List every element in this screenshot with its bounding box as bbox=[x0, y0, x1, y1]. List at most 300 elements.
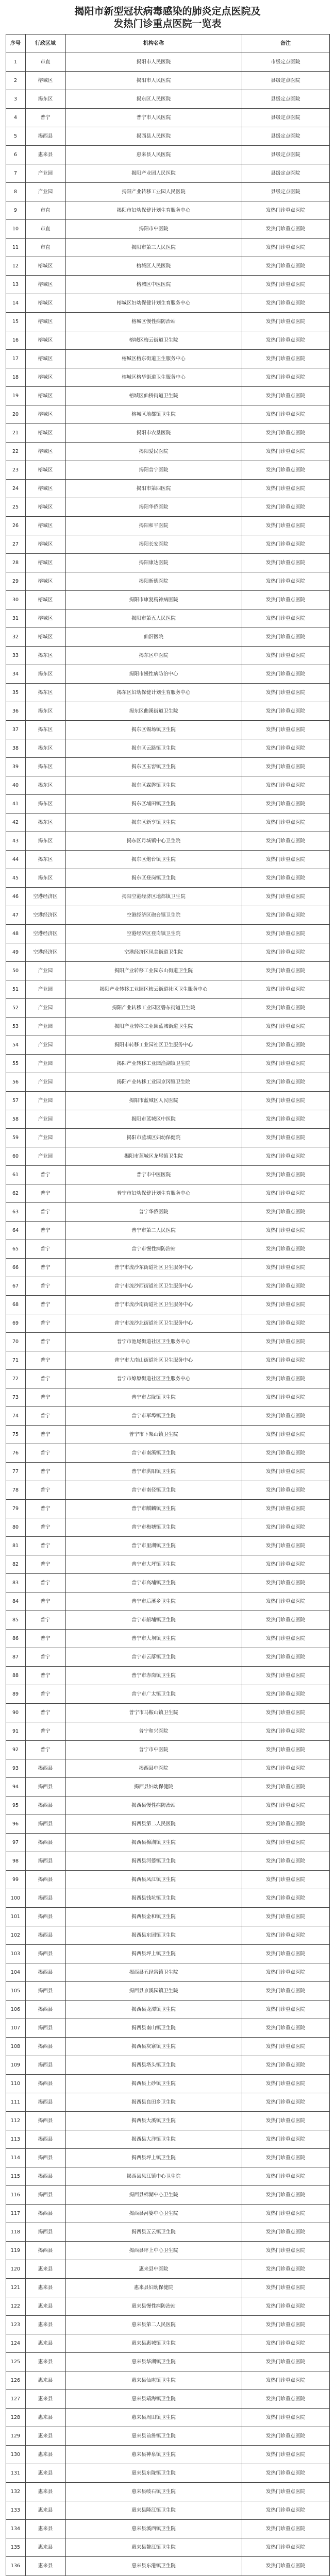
row-note: 发热门诊重点医院 bbox=[242, 1667, 329, 1685]
row-institution: 揭西县第二人民医院 bbox=[65, 1815, 242, 1834]
table-row bbox=[6, 1815, 329, 1834]
row-region: 空港经济区 bbox=[25, 943, 65, 962]
table-row bbox=[6, 1574, 329, 1592]
table-row bbox=[6, 1797, 329, 1815]
row-institution: 惠来县隆江镇卫生院 bbox=[65, 2501, 242, 2520]
table-row bbox=[6, 980, 329, 999]
table-row bbox=[6, 851, 329, 869]
table-row bbox=[6, 2075, 329, 2093]
table-row bbox=[6, 350, 329, 368]
row-institution: 揭东区云路镇卫生院 bbox=[65, 739, 242, 758]
row-index: 43 bbox=[6, 832, 25, 851]
row-note: 发热门诊重点医院 bbox=[242, 2557, 329, 2575]
row-index: 136 bbox=[6, 2557, 25, 2575]
row-institution: 普宁市流沙东街道社区卫生服务中心 bbox=[65, 1259, 242, 1277]
row-region: 惠来县 bbox=[25, 2483, 65, 2501]
row-institution: 揭东区人民医院 bbox=[65, 90, 242, 109]
row-note: 发热门诊重点医院 bbox=[242, 1685, 329, 1704]
row-index: 53 bbox=[6, 1018, 25, 1036]
row-index: 109 bbox=[6, 2056, 25, 2075]
row-note: 发热门诊重点医院 bbox=[242, 350, 329, 368]
row-note: 发热门诊重点医院 bbox=[242, 2446, 329, 2464]
row-institution: 空港经济区砲台镇卫生院 bbox=[65, 906, 242, 925]
row-region: 普宁 bbox=[25, 1555, 65, 1574]
row-index: 129 bbox=[6, 2427, 25, 2446]
row-index: 23 bbox=[6, 461, 25, 480]
row-index: 22 bbox=[6, 443, 25, 461]
row-region: 产业园 bbox=[25, 1073, 65, 1092]
row-index: 60 bbox=[6, 1147, 25, 1166]
row-region: 普宁 bbox=[25, 1426, 65, 1444]
row-institution: 惠来县第二人民医院 bbox=[65, 2316, 242, 2334]
row-index: 40 bbox=[6, 776, 25, 795]
table-row bbox=[6, 906, 329, 925]
row-region: 揭西县 bbox=[25, 2130, 65, 2149]
row-note: 发热门诊重点医院 bbox=[242, 925, 329, 943]
row-region: 惠来县 bbox=[25, 2520, 65, 2538]
table-row bbox=[6, 869, 329, 888]
row-institution: 揭西县凤江镇卫生院 bbox=[65, 1871, 242, 1889]
row-note: 发热门诊重点医院 bbox=[242, 1444, 329, 1463]
row-region: 揭东区 bbox=[25, 795, 65, 814]
row-note: 发热门诊重点医院 bbox=[242, 1092, 329, 1110]
row-institution: 惠来县岐石镇卫生院 bbox=[65, 2483, 242, 2501]
row-note: 发热门诊重点医院 bbox=[242, 1147, 329, 1166]
row-region: 榕城区 bbox=[25, 424, 65, 443]
table-row bbox=[6, 554, 329, 572]
table-row bbox=[6, 1500, 329, 1518]
row-note: 发热门诊重点医院 bbox=[242, 2520, 329, 2538]
row-region: 普宁 bbox=[25, 1704, 65, 1722]
row-index: 123 bbox=[6, 2316, 25, 2334]
row-region: 惠来县 bbox=[25, 2371, 65, 2390]
table-row bbox=[6, 2056, 329, 2075]
row-region: 产业园 bbox=[25, 1110, 65, 1129]
row-note: 发热门诊重点医院 bbox=[242, 498, 329, 517]
row-index: 119 bbox=[6, 2242, 25, 2260]
row-institution: 揭东区中医院 bbox=[65, 647, 242, 665]
table-row bbox=[6, 2186, 329, 2205]
row-institution: 揭阳市慢性病防治中心 bbox=[65, 665, 242, 684]
row-institution: 揭阳市中医院 bbox=[65, 220, 242, 239]
row-institution: 普宁市妇幼保健计划生育服务中心 bbox=[65, 1184, 242, 1203]
row-index: 91 bbox=[6, 1722, 25, 1741]
row-region: 揭东区 bbox=[25, 739, 65, 758]
row-index: 38 bbox=[6, 739, 25, 758]
row-index: 81 bbox=[6, 1537, 25, 1555]
row-note: 发热门诊重点医院 bbox=[242, 999, 329, 1018]
row-index: 86 bbox=[6, 1630, 25, 1648]
row-institution: 揭西县塔头镇卫生院 bbox=[65, 2056, 242, 2075]
row-region: 揭西县 bbox=[25, 1889, 65, 1908]
row-institution: 惠来县鳌江镇卫生院 bbox=[65, 2538, 242, 2557]
row-institution: 惠来县前詹镇卫生院 bbox=[65, 2427, 242, 2446]
row-region: 普宁 bbox=[25, 109, 65, 127]
row-region: 产业园 bbox=[25, 1092, 65, 1110]
row-index: 69 bbox=[6, 1314, 25, 1333]
row-region: 惠来县 bbox=[25, 2297, 65, 2316]
row-institution: 揭阳康达医院 bbox=[65, 554, 242, 572]
row-index: 72 bbox=[6, 1370, 25, 1388]
row-region: 榕城区 bbox=[25, 443, 65, 461]
row-institution: 普宁和兴医院 bbox=[65, 1722, 242, 1741]
row-institution: 普宁市人民医院 bbox=[65, 109, 242, 127]
row-institution: 揭西县五云镇卫生院 bbox=[65, 2223, 242, 2242]
row-index: 36 bbox=[6, 702, 25, 721]
row-region: 揭西县 bbox=[25, 1815, 65, 1834]
row-note: 发热门诊重点医院 bbox=[242, 702, 329, 721]
row-index: 105 bbox=[6, 1982, 25, 2001]
table-row bbox=[6, 1945, 329, 1963]
row-region: 惠来县 bbox=[25, 2260, 65, 2279]
row-region: 榕城区 bbox=[25, 461, 65, 480]
table-row bbox=[6, 2427, 329, 2446]
row-note: 发热门诊重点医院 bbox=[242, 814, 329, 832]
table-row bbox=[6, 1388, 329, 1407]
row-note: 发热门诊重点医院 bbox=[242, 2464, 329, 2483]
row-region: 揭西县 bbox=[25, 2001, 65, 2019]
row-note: 发热门诊重点医院 bbox=[242, 2279, 329, 2297]
row-note: 发热门诊重点医院 bbox=[242, 1426, 329, 1444]
row-institution: 揭阳市康复精神病医院 bbox=[65, 591, 242, 609]
row-institution: 揭西县棉湖镇卫生院 bbox=[65, 1834, 242, 1852]
row-institution: 揭西县大洋镇卫生院 bbox=[65, 2130, 242, 2149]
table-row bbox=[6, 2371, 329, 2390]
table-header-row bbox=[6, 35, 329, 53]
row-index: 68 bbox=[6, 1296, 25, 1314]
table-row bbox=[6, 1184, 329, 1203]
row-institution: 揭西县慢性病防治站 bbox=[65, 1797, 242, 1815]
row-region: 惠来县 bbox=[25, 2557, 65, 2575]
row-index: 76 bbox=[6, 1444, 25, 1463]
row-region: 榕城区 bbox=[25, 628, 65, 647]
row-region: 榕城区 bbox=[25, 572, 65, 591]
table-row bbox=[6, 1296, 329, 1314]
row-region: 揭东区 bbox=[25, 721, 65, 739]
row-region: 揭西县 bbox=[25, 2093, 65, 2112]
row-institution: 揭东区妇幼保健计划生育服务中心 bbox=[65, 684, 242, 702]
row-region: 揭东区 bbox=[25, 647, 65, 665]
row-institution: 揭西县妇幼保健院 bbox=[65, 1778, 242, 1797]
row-index: 107 bbox=[6, 2019, 25, 2038]
row-region: 产业园 bbox=[25, 1018, 65, 1036]
row-region: 惠来县 bbox=[25, 2409, 65, 2427]
table-row bbox=[6, 461, 329, 480]
row-index: 70 bbox=[6, 1333, 25, 1351]
row-region: 榕城区 bbox=[25, 554, 65, 572]
table-row bbox=[6, 2297, 329, 2316]
table-row bbox=[6, 2242, 329, 2260]
row-institution: 揭东区锡场镇卫生院 bbox=[65, 721, 242, 739]
row-region: 产业园 bbox=[25, 1147, 65, 1166]
table-row bbox=[6, 2260, 329, 2279]
table-row bbox=[6, 1277, 329, 1296]
row-note: 发热门诊重点医院 bbox=[242, 943, 329, 962]
row-institution: 揭阳产业转移工业园蓝城街道卫生院 bbox=[65, 1018, 242, 1036]
row-region: 普宁 bbox=[25, 1166, 65, 1184]
row-note: 发热门诊重点医院 bbox=[242, 609, 329, 628]
row-institution: 普宁市赤岗镇卫生院 bbox=[65, 1667, 242, 1685]
row-region: 榕城区 bbox=[25, 350, 65, 368]
table-row bbox=[6, 2446, 329, 2464]
table-row bbox=[6, 127, 329, 146]
row-institution: 普宁市麒麟镇卫生院 bbox=[65, 1500, 242, 1518]
table-row bbox=[6, 2223, 329, 2242]
row-note: 发热门诊重点医院 bbox=[242, 1630, 329, 1648]
row-region: 惠来县 bbox=[25, 2353, 65, 2371]
table-row bbox=[6, 1055, 329, 1073]
row-institution: 普宁市大坝镇卫生院 bbox=[65, 1630, 242, 1648]
table-row bbox=[6, 294, 329, 313]
row-region: 揭西县 bbox=[25, 2075, 65, 2093]
row-index: 41 bbox=[6, 795, 25, 814]
row-institution: 普宁市洪阳镇卫生院 bbox=[65, 1463, 242, 1481]
row-region: 普宁 bbox=[25, 1630, 65, 1648]
row-institution: 揭东区炮台镇卫生院 bbox=[65, 851, 242, 869]
row-region: 榕城区 bbox=[25, 368, 65, 387]
row-note: 发热门诊重点医院 bbox=[242, 1129, 329, 1147]
row-index: 110 bbox=[6, 2075, 25, 2093]
row-region: 惠来县 bbox=[25, 2501, 65, 2520]
row-region: 产业园 bbox=[25, 164, 65, 183]
row-region: 普宁 bbox=[25, 1184, 65, 1203]
row-index: 103 bbox=[6, 1945, 25, 1963]
row-index: 6 bbox=[6, 146, 25, 164]
table-row bbox=[6, 2205, 329, 2223]
row-note: 发热门诊重点医院 bbox=[242, 2538, 329, 2557]
row-note: 发热门诊重点医院 bbox=[242, 1370, 329, 1388]
row-index: 49 bbox=[6, 943, 25, 962]
row-institution: 惠来县溪西镇卫生院 bbox=[65, 2520, 242, 2538]
row-index: 133 bbox=[6, 2501, 25, 2520]
row-note: 发热门诊重点医院 bbox=[242, 2001, 329, 2019]
row-note: 发热门诊重点医院 bbox=[242, 2038, 329, 2056]
row-index: 4 bbox=[6, 109, 25, 127]
row-index: 98 bbox=[6, 1852, 25, 1871]
row-institution: 惠来县东港镇卫生院 bbox=[65, 2557, 242, 2575]
table-row bbox=[6, 1240, 329, 1259]
row-index: 56 bbox=[6, 1073, 25, 1092]
row-institution: 揭西县南山镇卫生院 bbox=[65, 2019, 242, 2038]
row-institution: 揭西县京溪园镇卫生院 bbox=[65, 1982, 242, 2001]
row-institution: 惠来县周田镇卫生院 bbox=[65, 2409, 242, 2427]
row-region: 普宁 bbox=[25, 1370, 65, 1388]
table-body bbox=[6, 53, 329, 2576]
table-row bbox=[6, 1351, 329, 1370]
row-note: 县级定点医院 bbox=[242, 72, 329, 90]
row-note: 发热门诊重点医院 bbox=[242, 684, 329, 702]
table-row bbox=[6, 814, 329, 832]
table-row bbox=[6, 943, 329, 962]
table-row bbox=[6, 1036, 329, 1055]
row-note: 发热门诊重点医院 bbox=[242, 628, 329, 647]
row-region: 普宁 bbox=[25, 1314, 65, 1333]
row-institution: 普宁市慢性病防治站 bbox=[65, 1240, 242, 1259]
row-region: 揭东区 bbox=[25, 665, 65, 684]
row-note: 发热门诊重点医院 bbox=[242, 1518, 329, 1537]
row-note: 发热门诊重点医院 bbox=[242, 1463, 329, 1481]
row-institution: 揭阳爱民医院 bbox=[65, 443, 242, 461]
row-index: 64 bbox=[6, 1222, 25, 1240]
row-note: 发热门诊重点医院 bbox=[242, 665, 329, 684]
table-row bbox=[6, 2279, 329, 2297]
row-note: 发热门诊重点医院 bbox=[242, 2371, 329, 2390]
table-row bbox=[6, 2149, 329, 2167]
table-row bbox=[6, 1759, 329, 1778]
row-note: 发热门诊重点医院 bbox=[242, 2093, 329, 2112]
row-region: 揭西县 bbox=[25, 1834, 65, 1852]
row-index: 44 bbox=[6, 851, 25, 869]
row-region: 榕城区 bbox=[25, 517, 65, 535]
table-row bbox=[6, 1129, 329, 1147]
row-region: 揭西县 bbox=[25, 1871, 65, 1889]
header-index: 序号 bbox=[6, 35, 25, 53]
row-region: 普宁 bbox=[25, 1351, 65, 1370]
row-institution: 揭东区登岗镇卫生院 bbox=[65, 869, 242, 888]
row-region: 榕城区 bbox=[25, 480, 65, 498]
row-index: 74 bbox=[6, 1407, 25, 1426]
row-index: 11 bbox=[6, 239, 25, 257]
row-institution: 普宁市占陇镇卫生院 bbox=[65, 1388, 242, 1407]
row-institution: 揭阳和平医院 bbox=[65, 517, 242, 535]
table-row bbox=[6, 888, 329, 906]
row-institution: 揭东区玉窖镇卫生院 bbox=[65, 758, 242, 776]
row-index: 111 bbox=[6, 2093, 25, 2112]
table-row bbox=[6, 1073, 329, 1092]
row-institution: 普宁市军埠镇卫生院 bbox=[65, 1407, 242, 1426]
row-institution: 榕城区梅云街道卫生院 bbox=[65, 331, 242, 350]
row-index: 8 bbox=[6, 183, 25, 201]
row-note: 发热门诊重点医院 bbox=[242, 239, 329, 257]
table-row bbox=[6, 758, 329, 776]
table-row bbox=[6, 1741, 329, 1759]
row-index: 134 bbox=[6, 2520, 25, 2538]
row-institution: 揭东区曲溪街道卫生院 bbox=[65, 702, 242, 721]
row-institution: 榕城区仙桥街道卫生院 bbox=[65, 387, 242, 405]
row-region: 普宁 bbox=[25, 1667, 65, 1685]
row-note: 发热门诊重点医院 bbox=[242, 1871, 329, 1889]
row-note: 发热门诊重点医院 bbox=[242, 2427, 329, 2446]
table-row bbox=[6, 424, 329, 443]
row-note: 县级定点医院 bbox=[242, 183, 329, 201]
row-region: 榕城区 bbox=[25, 331, 65, 350]
row-region: 揭西县 bbox=[25, 1926, 65, 1945]
row-institution: 榕城区人民医院 bbox=[65, 257, 242, 276]
row-institution: 普宁市中医院 bbox=[65, 1741, 242, 1759]
row-note: 发热门诊重点医院 bbox=[242, 201, 329, 220]
row-index: 15 bbox=[6, 313, 25, 331]
table-row bbox=[6, 684, 329, 702]
row-index: 12 bbox=[6, 257, 25, 276]
row-note: 发热门诊重点医院 bbox=[242, 1407, 329, 1426]
row-region: 榕城区 bbox=[25, 257, 65, 276]
table-row bbox=[6, 220, 329, 239]
row-note: 发热门诊重点医院 bbox=[242, 1555, 329, 1574]
row-note: 发热门诊重点医院 bbox=[242, 1240, 329, 1259]
table-row bbox=[6, 1852, 329, 1871]
row-region: 产业园 bbox=[25, 1129, 65, 1147]
row-region: 榕城区 bbox=[25, 591, 65, 609]
table-row bbox=[6, 2409, 329, 2427]
table-row bbox=[6, 925, 329, 943]
row-index: 116 bbox=[6, 2186, 25, 2205]
table-row bbox=[6, 2501, 329, 2520]
row-note: 发热门诊重点医院 bbox=[242, 888, 329, 906]
row-institution: 揭阳市人民医院 bbox=[65, 53, 242, 72]
row-region: 空港经济区 bbox=[25, 925, 65, 943]
row-note: 发热门诊重点医院 bbox=[242, 554, 329, 572]
document-title bbox=[0, 5, 335, 30]
row-note: 发热门诊重点医院 bbox=[242, 443, 329, 461]
row-region: 普宁 bbox=[25, 1240, 65, 1259]
row-note: 发热门诊重点医院 bbox=[242, 535, 329, 554]
row-institution: 普宁市云落镇卫生院 bbox=[65, 1648, 242, 1667]
row-note: 发热门诊重点医院 bbox=[242, 1055, 329, 1073]
row-institution: 揭阳产业园人民医院 bbox=[65, 164, 242, 183]
row-institution: 揭西县凤江镇中心卫生院 bbox=[65, 2167, 242, 2186]
table-row bbox=[6, 239, 329, 257]
row-institution: 惠来县东陇镇卫生院 bbox=[65, 2464, 242, 2483]
table-row bbox=[6, 1092, 329, 1110]
row-note: 发热门诊重点医院 bbox=[242, 2186, 329, 2205]
row-region: 普宁 bbox=[25, 1722, 65, 1741]
row-index: 47 bbox=[6, 906, 25, 925]
row-region: 惠来县 bbox=[25, 2334, 65, 2353]
row-region: 惠来县 bbox=[25, 2390, 65, 2409]
row-institution: 揭西县河婆中心卫生院 bbox=[65, 2205, 242, 2223]
row-index: 26 bbox=[6, 517, 25, 535]
row-index: 16 bbox=[6, 331, 25, 350]
row-index: 132 bbox=[6, 2483, 25, 2501]
row-note: 发热门诊重点医院 bbox=[242, 1481, 329, 1500]
row-note: 发热门诊重点医院 bbox=[242, 2334, 329, 2353]
row-institution: 榕城区慢性病防治站 bbox=[65, 313, 242, 331]
row-index: 57 bbox=[6, 1092, 25, 1110]
row-note: 发热门诊重点医院 bbox=[242, 461, 329, 480]
row-institution: 揭阳产业转移工业园东山街道卫生院 bbox=[65, 962, 242, 980]
row-note: 发热门诊重点医院 bbox=[242, 851, 329, 869]
row-institution: 揭阳市第四医院 bbox=[65, 480, 242, 498]
table-row bbox=[6, 2464, 329, 2483]
row-region: 揭西县 bbox=[25, 1963, 65, 1982]
table-row bbox=[6, 405, 329, 424]
row-institution: 普宁市马鞍山镇卫生院 bbox=[65, 1704, 242, 1722]
row-region: 揭西县 bbox=[25, 1778, 65, 1797]
table-row bbox=[6, 1407, 329, 1426]
row-region: 空港经济区 bbox=[25, 888, 65, 906]
row-institution: 揭西县龙潭镇卫生院 bbox=[65, 2001, 242, 2019]
row-region: 揭西县 bbox=[25, 2056, 65, 2075]
row-index: 124 bbox=[6, 2334, 25, 2353]
row-institution: 揭西县河婆镇卫生院 bbox=[65, 1852, 242, 1871]
row-region: 揭西县 bbox=[25, 2186, 65, 2205]
row-institution: 普宁市梅塘镇卫生院 bbox=[65, 1518, 242, 1537]
row-institution: 普宁市后溪乡卫生院 bbox=[65, 1592, 242, 1611]
table-row bbox=[6, 201, 329, 220]
row-index: 1 bbox=[6, 53, 25, 72]
row-index: 10 bbox=[6, 220, 25, 239]
table-row bbox=[6, 72, 329, 90]
row-note: 发热门诊重点医院 bbox=[242, 869, 329, 888]
row-note: 发热门诊重点医院 bbox=[242, 368, 329, 387]
row-institution: 揭阳市人民医院 bbox=[65, 72, 242, 90]
row-note: 发热门诊重点医院 bbox=[242, 1926, 329, 1945]
row-institution: 普宁市里湖镇卫生院 bbox=[65, 1537, 242, 1555]
row-institution: 揭西县坪上中心卫生院 bbox=[65, 2242, 242, 2260]
row-index: 115 bbox=[6, 2167, 25, 2186]
row-index: 88 bbox=[6, 1667, 25, 1685]
row-region: 揭东区 bbox=[25, 814, 65, 832]
